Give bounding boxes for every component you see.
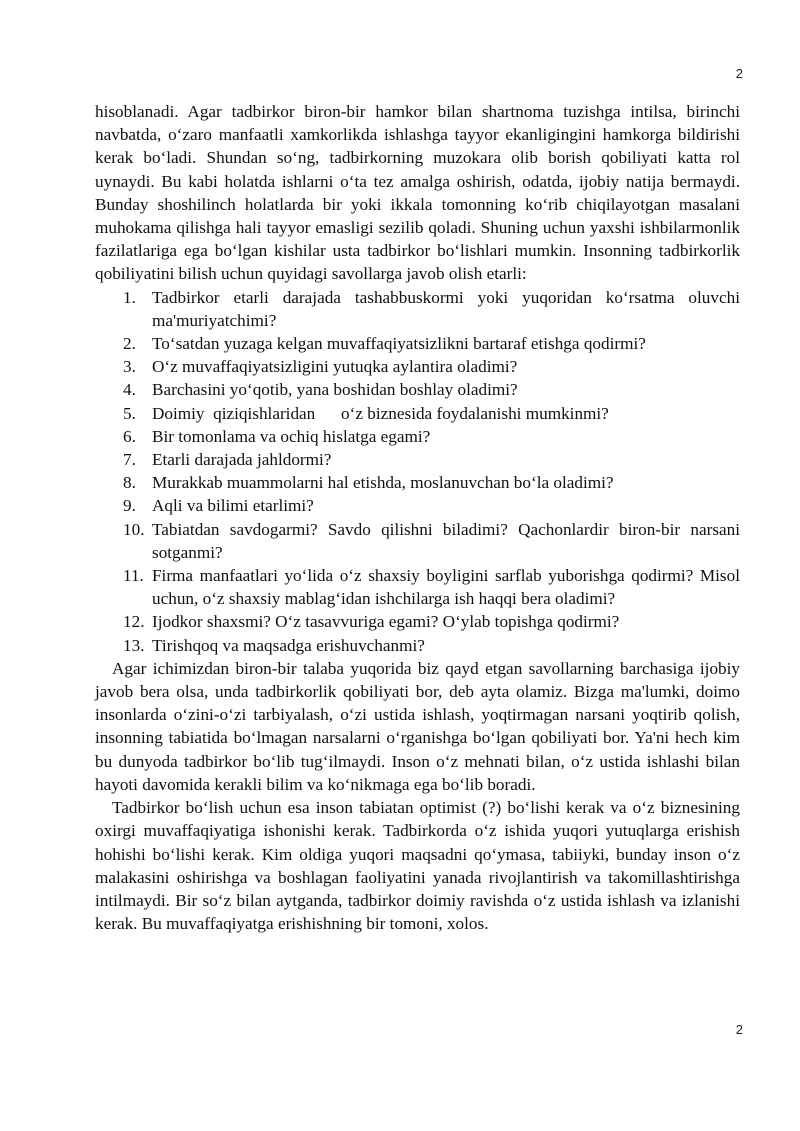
list-item-text: Tabiatdan savdogarmi? Savdo qilishni biladimi? Qachonlardir biron-bir narsani sotganmi? [152,519,740,562]
paragraph-after-list: Agar ichimizdan biron-bir talaba yuqorida biz qayd etgan savollarning barchasiga ijobiy javob bera olsa, unda tadbirkorlik qobiliyati bor, deb ayta olamiz. Bizga ma'lumki, doimo insonlarda o‘zini-o‘zi tarbiyalash, o‘zi ustida ishlash, yoqtirmagan narsani yoqtirib qolish, insonning tabiatida bo‘lmagan narsalarni o‘rganishga bo‘lgan qobiliyati bor. Ya'ni hech kim bu dunyoda tadbirkor bo‘lib tug‘ilmaydi. Inson o‘z mehnati bilan, o‘z ustida ishlashi bilan hayoti davomida kerakli bilim va ko‘nikmaga ega bo‘lib boradi. [95,658,740,794]
list-item-text: Bir tomonlama va ochiq hislatga egami? [152,426,431,446]
list-item-number: 7. [123,450,136,470]
list-item-text: To‘satdan yuzaga kelgan muvaffaqiyatsizlikni bartaraf etishga qodirmi? [152,334,646,354]
page-number-bottom: 2 [735,1022,743,1037]
list-item-text: Aqli va bilimi etarlimi? [152,496,314,516]
list-item-number: 11. [123,566,144,586]
list-item [95,355,740,378]
list-item-text: Firma manfaatlari yo‘lida o‘z shaxsiy boyligini sarflab yuborishga qodirmi? Misol uchun, o‘z shaxsiy mablag‘idan ishchilarga ish haqqi bera oladimi? [152,566,740,609]
list-item-number: 8. [123,473,136,493]
list-item [95,471,740,494]
list-item-number: 10. [123,519,145,539]
list-item-number: 12. [123,612,145,632]
list-item [95,634,740,657]
list-item [95,610,740,633]
list-item [95,402,740,425]
document-body [95,100,740,935]
list-item [95,378,740,401]
list-item-text: Doimiy qiziqishlaridan o‘z biznesida foydalanishi mumkinmi? [152,403,609,423]
list-item [95,494,740,517]
list-item-text: Tirishqoq va maqsadga erishuvchanmi? [152,635,425,655]
list-item-text: Barchasini yo‘qotib, yana boshidan boshlay oladimi? [152,380,518,400]
list-item-number: 9. [123,496,136,516]
list-item-number: 4. [123,380,136,400]
list-item-number: 13. [123,635,145,655]
questions-list [95,286,740,657]
list-item [95,425,740,448]
list-item [95,332,740,355]
list-item-text: Ijodkor shaxsmi? O‘z tasavvuriga egami? O‘ylab topishga qodirmi? [152,612,620,632]
list-item-text: O‘z muvaffaqiyatsizligini yutuqka aylantira oladimi? [152,357,518,377]
list-item-text: Tadbirkor etarli darajada tashabbuskormi yoki yuqoridan ko‘rsatma oluvchi ma'muriyatchimi? [152,287,740,330]
intro-paragraph: hisoblanadi. Agar tadbirkor biron-bir hamkor bilan shartnoma tuzishga intilsa, birinchi navbatda, o‘zaro manfaatli xamkorlikda ishlashga tayyor ekanligingini hamkorga bildirishi kerak bo‘ladi. Shundan so‘ng, tadbirkorning muzokara olib borish qobiliyati katta rol uynaydi. Bu kabi holatda ishlarni o‘ta tez amalga oshirish, odatda, ijobiy natija bermaydi. Bunday shoshilinch holatlarda bir yoki ikkala tomonning ko‘rib chiqilayotgan masalani muhokama qilishga hali tayyor emasligi sezilib qoladi. Shuning uchun yaxshi ishbilarmonlik fazilatlariga ega bo‘lgan kishilar usta tadbirkor bo‘lishlari mumkin. Insonning tadbirkorlik qobiliyatini bilish uchun quyidagi savollarga javob olish etarli: [95,102,740,284]
page-number-top: 2 [735,66,743,81]
list-item [95,286,740,332]
list-item-number: 1. [123,287,136,307]
list-item-number: 2. [123,334,136,354]
list-item-number: 5. [123,403,136,423]
list-item-number: 6. [123,426,136,446]
list-item [95,448,740,471]
list-item-text: Etarli darajada jahldormi? [152,450,332,470]
final-paragraph: Tadbirkor bo‘lish uchun esa inson tabiatan optimist (?) bo‘lishi kerak va o‘z biznesining oxirgi muvaffaqiyatiga ishonishi kerak. Tadbirkorda o‘z ishida yuqori yutuqlarga erishish hohishi bo‘lishi kerak. Kim oldiga yuqori maqsadni qo‘ymasa, tabiiyki, bunday inson o‘z malakasini oshirishga va boshlagan faoliyatini yanada rivojlantirish va takomillashtirishga intilmaydi. Bir so‘z bilan aytganda, tadbirkor doimiy ravishda o‘z ustida ishlash va izlanishi kerak. Bu muvaffaqiyatga erishishning bir tomoni, xolos. [95,798,740,934]
list-item [95,518,740,564]
list-item [95,564,740,610]
list-item-text: Murakkab muammolarni hal etishda, moslanuvchan bo‘la oladimi? [152,473,614,493]
list-item-number: 3. [123,357,136,377]
